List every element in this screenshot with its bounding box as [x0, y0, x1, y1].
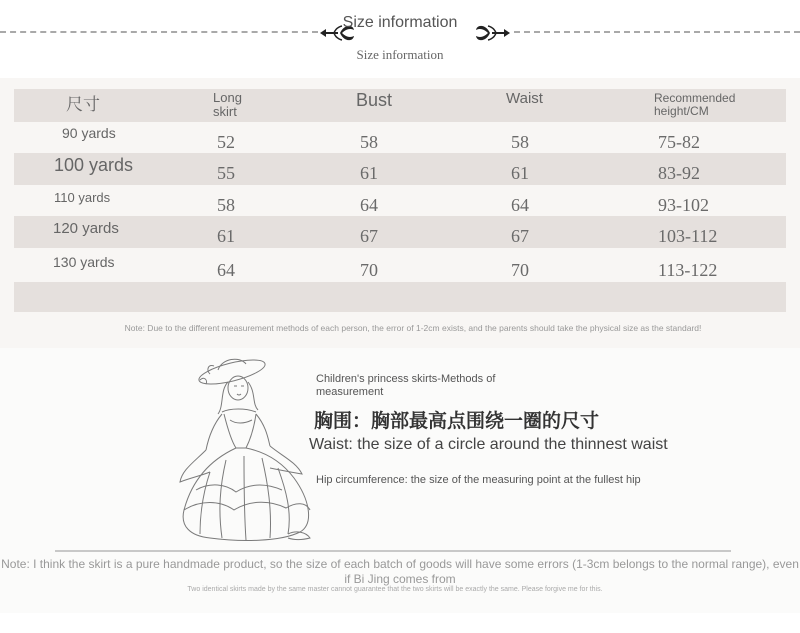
size-label: 90 yards [62, 125, 116, 141]
height-value: 113-122 [658, 260, 718, 280]
waist-method: Waist: the size of a circle around the thinnest waist [309, 436, 668, 453]
princess-illustration-icon [170, 350, 320, 548]
size-label: 120 yards [53, 220, 119, 237]
header-long-skirt: Long skirt [213, 90, 242, 119]
table-row [14, 248, 786, 282]
table-row [14, 153, 786, 185]
table-row [14, 185, 786, 216]
header-height: Recommended height/CM [654, 91, 736, 118]
page-title: Size information [342, 14, 458, 31]
bust-value: 70 [360, 260, 378, 280]
divider [55, 550, 731, 552]
size-label: 110 yards [54, 190, 111, 205]
table-empty-row [14, 282, 786, 312]
size-label: 130 yards [53, 254, 115, 270]
header-bust: Bust [356, 90, 393, 110]
long-skirt-value: 64 [217, 260, 235, 280]
bust-value: 67 [360, 226, 378, 246]
waist-value: 67 [511, 226, 529, 246]
waist-value: 70 [511, 260, 529, 280]
header-waist: Waist [506, 90, 543, 107]
measurement-note: Note: Due to the different measurement methods of each person, the error of 1-2cm exists, and the parents should take the physical size as the standard! [124, 323, 702, 333]
height-value: 83-92 [658, 163, 700, 183]
footer-small-note: Two identical skirts made by the same master cannot guarantee that the two skirts will be exactly the same. Please forgive me for this. [187, 586, 603, 593]
footer-note: Note: I think the skirt is a pure handmade product, so the size of each batch of goods will have some errors (1-3cm belongs to the normal range), even if Bi Jing comes from [1, 557, 799, 586]
long-skirt-value: 58 [217, 195, 235, 215]
long-skirt-value: 55 [217, 163, 235, 183]
table-row [14, 122, 786, 153]
bust-value: 64 [360, 195, 378, 215]
table-row [14, 216, 786, 248]
bust-value: 61 [360, 163, 378, 183]
hip-method: Hip circumference: the size of the measuring point at the fullest hip [316, 474, 641, 486]
height-value: 103-112 [658, 226, 718, 246]
height-value: 93-102 [658, 195, 709, 215]
size-label: 100 yards [54, 155, 134, 175]
page-subtitle: Size information [356, 47, 444, 62]
header-size: 尺寸 [66, 95, 100, 115]
bust-method: 胸围：胸部最高点围绕一圈的尺寸 [314, 410, 600, 432]
bust-value: 58 [360, 132, 378, 152]
waist-value: 61 [511, 163, 529, 183]
table-header-row [14, 89, 786, 122]
long-skirt-value: 52 [217, 132, 235, 152]
height-value: 75-82 [658, 132, 700, 152]
waist-value: 64 [511, 195, 529, 215]
waist-value: 58 [511, 132, 529, 152]
long-skirt-value: 61 [217, 226, 235, 246]
measurement-title: Children's princess skirts-Methods of measurement [316, 373, 496, 398]
